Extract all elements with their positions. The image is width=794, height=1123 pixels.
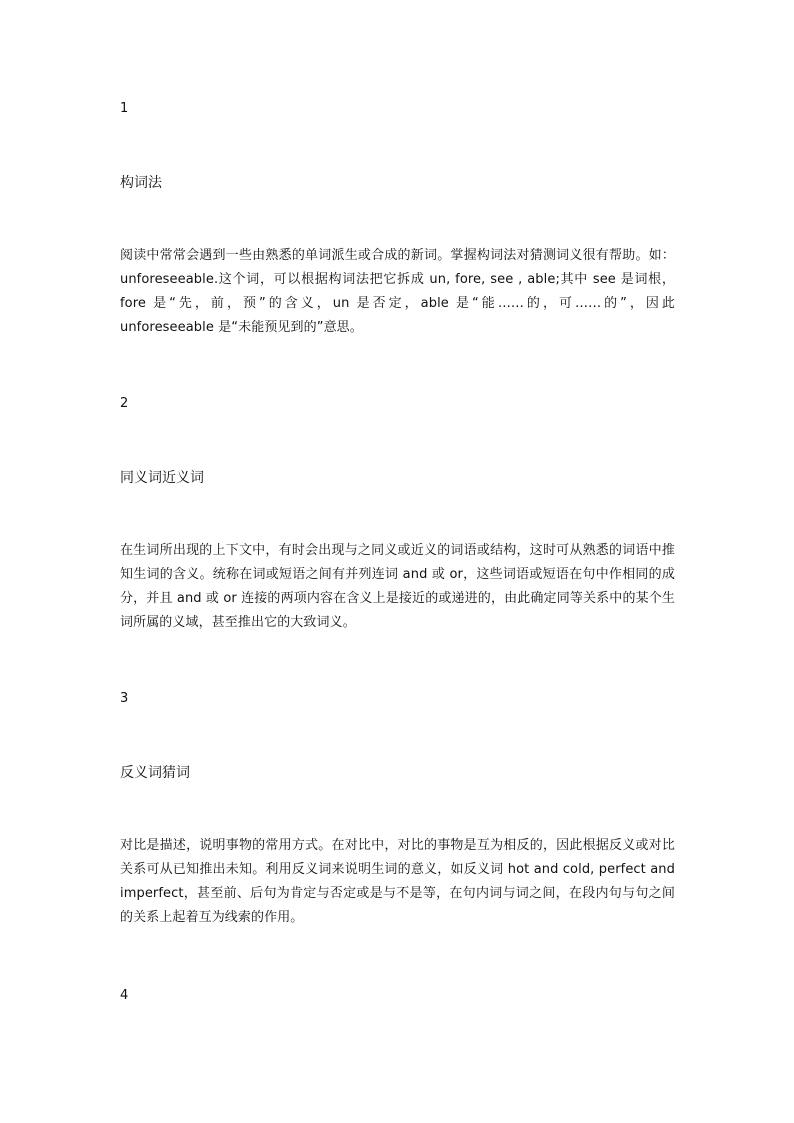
section-paragraph: 对比是描述，说明事物的常用方式。在对比中，对比的事物是互为相反的，因此根据反义或对比关系可从已知推出未知。利用反义词来说明生词的意义，如反义词 hot and cold, perfect and imperfect，甚至前、后句为肯定与否定或是与不是等，在句内词与词之间，在段内句与句之间的关系上起着互为线索的作用。 bbox=[120, 838, 675, 925]
section-title: 反义词猜词 bbox=[120, 765, 190, 781]
section-number: 1 bbox=[120, 101, 129, 116]
section-title: 同义词近义词 bbox=[120, 470, 204, 486]
section-number: 4 bbox=[120, 988, 129, 1003]
section-number: 3 bbox=[120, 691, 129, 706]
section-paragraph: 阅读中常常会遇到一些由熟悉的单词派生或合成的新词。掌握构词法对猜测词义很有帮助。如：unforeseeable.这个词，可以根据构词法把它拆成 un, fore, see , able;其中 see 是词根，fore 是“先，前，预”的含义，un 是否定，able 是“能……的，可……的”，因此 unforeseeable 是“未能预见到的”意思。 bbox=[120, 248, 675, 335]
section-title: 构词法 bbox=[120, 175, 162, 191]
section-number: 2 bbox=[120, 396, 129, 411]
section-paragraph: 在生词所出现的上下文中，有时会出现与之同义或近义的词语或结构，这时可从熟悉的词语中推知生词的含义。统称在词或短语之间有并列连词 and 或 or，这些词语或短语在句中作相同的成分，并且 and 或 or 连接的两项内容在含义上是接近的或递进的，由此确定同等关系中的某个生词所属的义域，甚至推出它的大致词义。 bbox=[120, 543, 675, 630]
